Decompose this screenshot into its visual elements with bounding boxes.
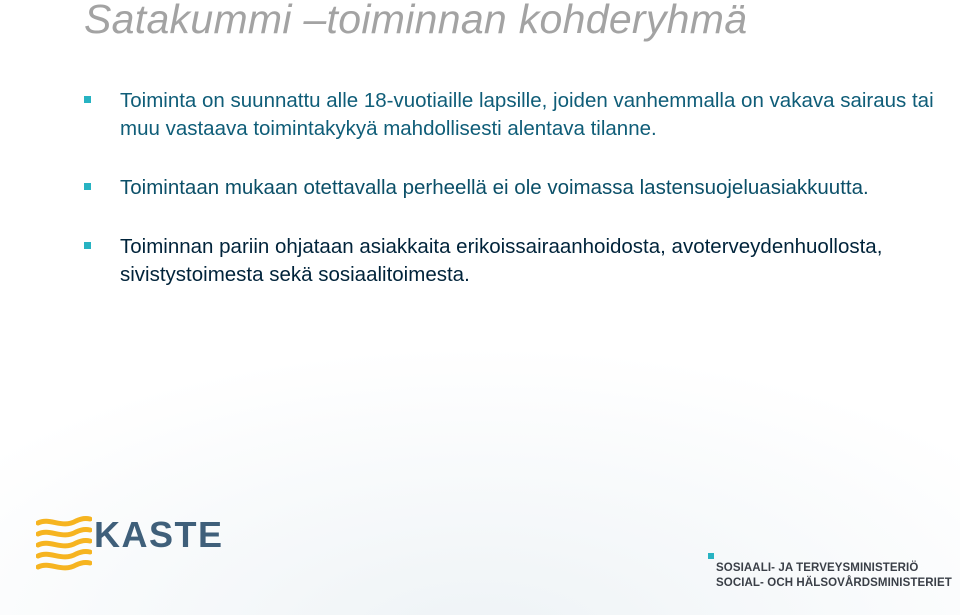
ministry-name-finnish: SOSIAALI- JA TERVEYSMINISTERIÖ [716,562,919,574]
bullet-text: Toiminnan pariin ohjataan asiakkaita erikoissairaanhoidosta, avoterveydenhuollosta, sivistystoimesta sekä sosiaalitoimesta. [120,235,883,286]
bullet-item [84,174,944,202]
kaste-logo-text: KASTE [94,514,224,555]
bullet-item [84,233,944,289]
square-bullet-icon [84,242,91,249]
bullet-list [84,87,944,289]
square-bullet-icon [84,96,91,103]
ministry-logo [708,553,952,593]
bullet-text: Toiminta on suunnattu alle 18-vuotiaille lapsille, joiden vanhemmalla on vakava sairaus tai muu vastaava toimintakykyä mahdollisesti alentava tilanne. [120,89,934,140]
bullet-text: Toimintaan mukaan otettavalla perheellä ei ole voimassa lastensuojeluasiakkuutta. [120,176,869,199]
square-bullet-icon [84,183,91,190]
ministry-square-icon [708,553,714,559]
kaste-logo [36,514,224,575]
slide-title: Satakummi –toiminnan kohderyhmä [84,0,748,42]
ministry-name-swedish: SOCIAL- OCH HÄLSOVÅRDSMINISTERIET [716,577,952,589]
kaste-wave-icon [36,515,92,573]
bullet-item [84,87,944,143]
